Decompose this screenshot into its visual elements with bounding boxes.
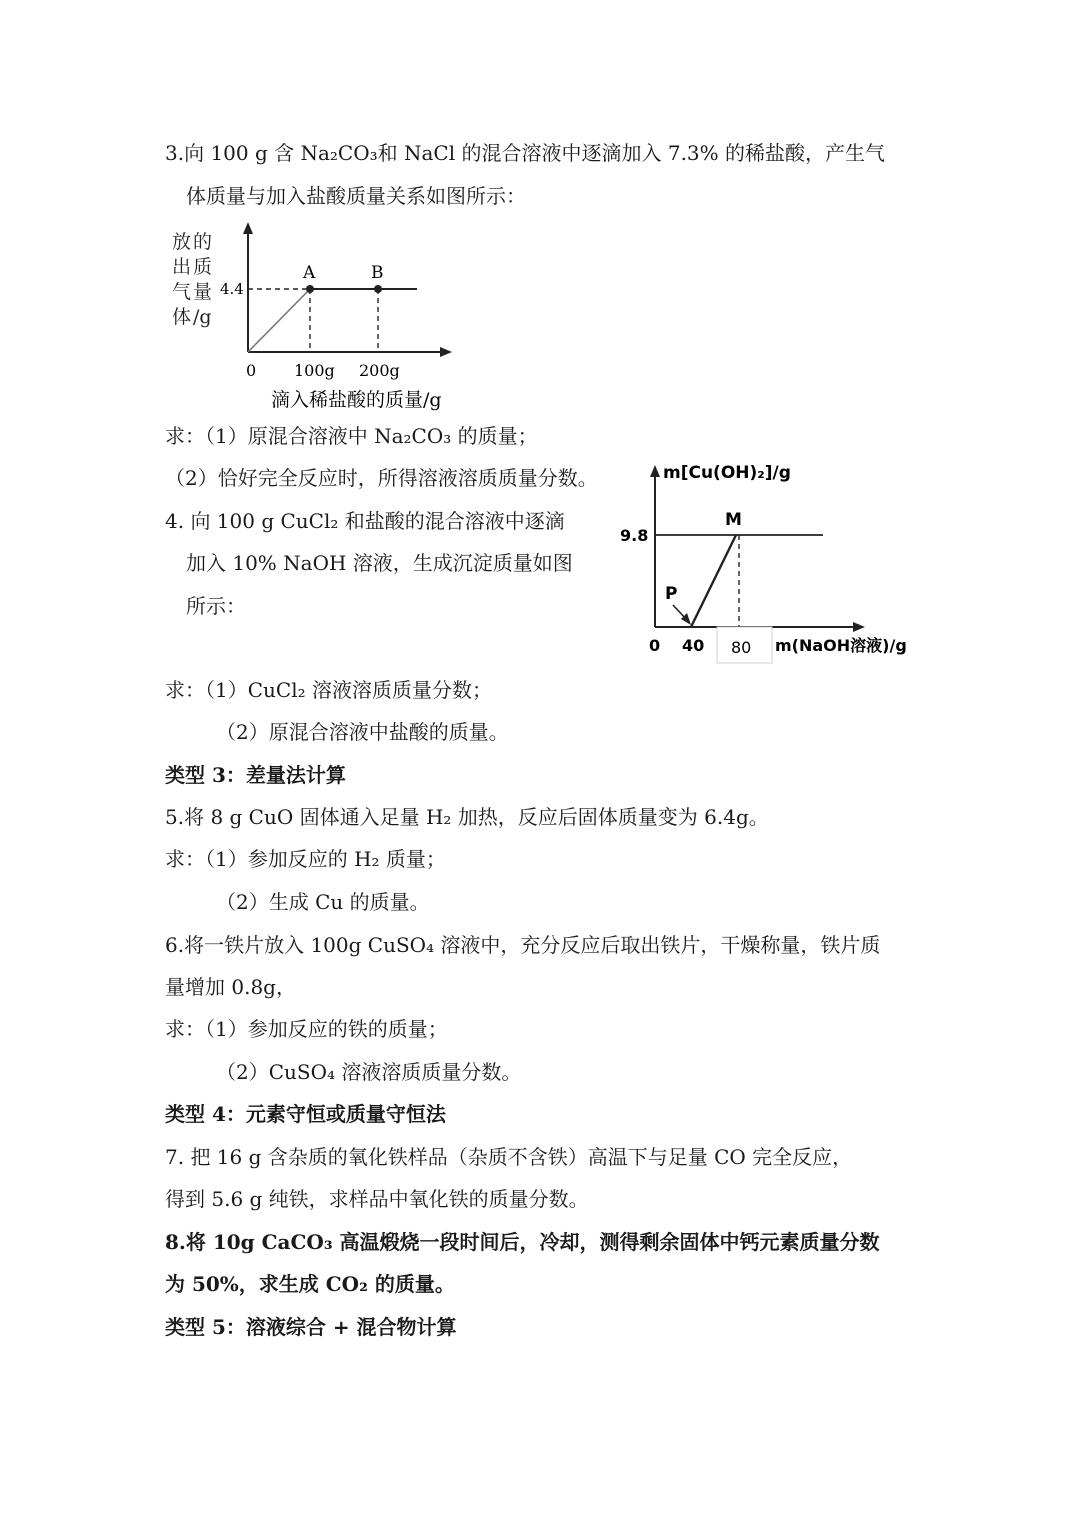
y-tick-label: 9.8 (620, 526, 649, 545)
point-b-marker (374, 285, 382, 293)
type-5-heading: 类型 5：溶液综合 + 混合物计算 (165, 1315, 457, 1339)
precipitate-mass-chart (615, 455, 925, 665)
q3-line-1: 3.向 100 g 含 Na₂CO₃和 NaCl 的混合溶液中逐滴加入 7.3% 的稀盐酸，产生气 (165, 141, 886, 165)
q7-line-1: 7. 把 16 g 含杂质的氧化铁样品（杂质不含铁）高温下与足量 CO 完全反应， (165, 1145, 853, 1169)
q6-line-2: 量增加 0.8g， (165, 975, 296, 999)
y-label-char: 放 (172, 231, 192, 253)
q4-line-2: 加入 10% NaOH 溶液，生成沉淀质量如图 (186, 551, 573, 575)
gas-mass-chart (160, 218, 470, 418)
q5-line-1: 5.将 8 g CuO 固体通入足量 H₂ 加热，反应后固体质量变为 6.4g。 (165, 805, 769, 829)
y-axis-label: m[Cu(OH)₂]/g (663, 463, 791, 483)
y-axis-label (172, 231, 212, 328)
q5-ask-1: 求：（1）参加反应的 H₂ 质量； (165, 847, 446, 871)
q3-line-2: 体质量与加入盐酸质量关系如图所示： (186, 184, 526, 208)
point-a-marker (306, 285, 314, 293)
point-m-label: M (725, 510, 742, 530)
x-tick-label-100: 100g (294, 361, 335, 380)
q4-ask-1: 求：（1）CuCl₂ 溶液溶质质量分数； (165, 678, 492, 702)
q3-ask-1: 求：（1）原混合溶液中 Na₂CO₃ 的质量； (165, 424, 538, 448)
point-p-label: P (665, 584, 678, 604)
q4-ask-2: （2）原混合溶液中盐酸的质量。 (216, 720, 509, 744)
q6-ask-2: （2）CuSO₄ 溶液溶质质量分数。 (216, 1060, 522, 1084)
q6-ask-1: 求：（1）参加反应的铁的质量； (165, 1017, 448, 1041)
q3-ask-2: （2）恰好完全反应时，所得溶液溶质质量分数。 (165, 466, 598, 490)
series-rise (691, 535, 736, 627)
x-axis-label: 滴入稀盐酸的质量/g (271, 389, 442, 411)
x-tick-label-40: 40 (682, 636, 705, 655)
point-b-label: B (371, 263, 384, 283)
series-rise (248, 289, 310, 352)
origin-label: 0 (649, 636, 661, 655)
y-label-char: 气 (172, 281, 192, 303)
y-label-char: 体 (172, 306, 192, 328)
origin-label: 0 (246, 361, 257, 380)
y-label-char: 的 (193, 231, 213, 253)
y-label-char: /g (193, 306, 212, 328)
type-3-heading: 类型 3：差量法计算 (165, 763, 346, 787)
q4-line-3: 所示： (186, 594, 246, 618)
point-a-label: A (303, 263, 316, 283)
q4-line-1: 4. 向 100 g CuCl₂ 和盐酸的混合溶液中逐滴 (165, 509, 565, 533)
q8-line-1: 8.将 10g CaCO₃ 高温煅烧一段时间后，冷却，测得剩余固体中钙元素质量分数 (165, 1230, 880, 1254)
y-axis-arrow (243, 222, 253, 234)
x-tick-label-80: 80 (731, 638, 752, 657)
x-axis-arrow (440, 347, 452, 357)
q8-line-2: 为 50%，求生成 CO₂ 的质量。 (165, 1272, 455, 1296)
y-label-char: 质 (193, 256, 213, 278)
q6-line-1: 6.将一铁片放入 100g CuSO₄ 溶液中，充分反应后取出铁片，干燥称量，铁片质 (165, 933, 881, 957)
y-label-char: 量 (193, 281, 213, 303)
x-axis-arrow (853, 622, 865, 632)
x-tick-label-200: 200g (359, 361, 400, 380)
q7-line-2: 得到 5.6 g 纯铁，求样品中氧化铁的质量分数。 (165, 1187, 589, 1211)
type-4-heading: 类型 4：元素守恒或质量守恒法 (165, 1102, 446, 1126)
y-label-char: 出 (172, 256, 192, 278)
x-axis-label: m(NaOH溶液)/g (775, 636, 907, 655)
y-tick-label: 4.4 (220, 280, 244, 298)
q5-ask-2: （2）生成 Cu 的质量。 (216, 890, 430, 914)
y-axis-arrow (650, 465, 660, 477)
